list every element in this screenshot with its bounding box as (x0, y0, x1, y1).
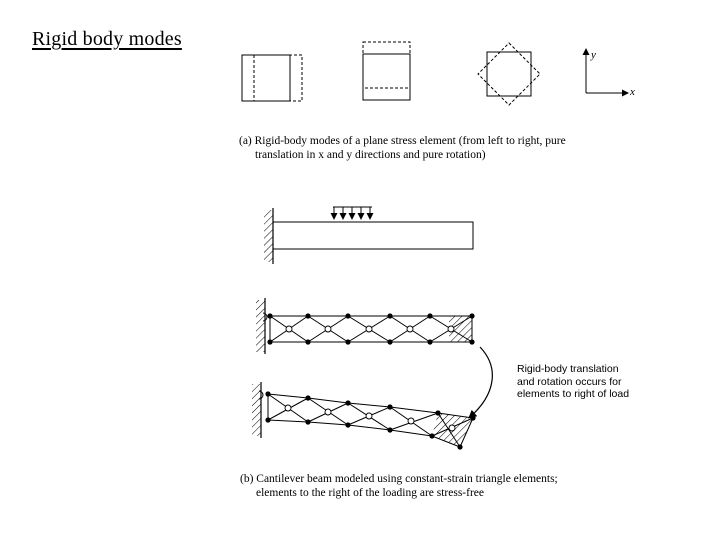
cantilever-load-diagram (264, 207, 473, 264)
page-title: Rigid body modes (32, 28, 182, 50)
caption-b (240, 473, 558, 500)
caption-b-line: elements to the right of the loading are stress-free (256, 486, 485, 499)
caption-a-line: (a) Rigid-body modes of a plane stress element (from left to right, pure (239, 135, 566, 147)
callout-line: elements to right of load (517, 388, 630, 400)
callout-line: Rigid-body translation (517, 363, 619, 375)
undeformed-mesh (256, 298, 475, 354)
caption-b-line: (b) Cantilever beam modeled using constant-strain triangle elements; (240, 473, 558, 485)
callout-line: and rotation occurs for (517, 375, 622, 388)
y-axis-label: y (591, 49, 596, 61)
y-translation-mode (363, 42, 410, 100)
x-translation-mode (242, 55, 302, 101)
x-axis-label: x (630, 86, 635, 98)
curved-arrow (470, 347, 492, 417)
rotation-mode (478, 43, 540, 105)
callout-note (517, 363, 629, 401)
deformed-mesh (252, 382, 476, 450)
caption-a (239, 135, 566, 162)
caption-a-line: translation in x and y directions and pure rotation) (255, 148, 486, 161)
